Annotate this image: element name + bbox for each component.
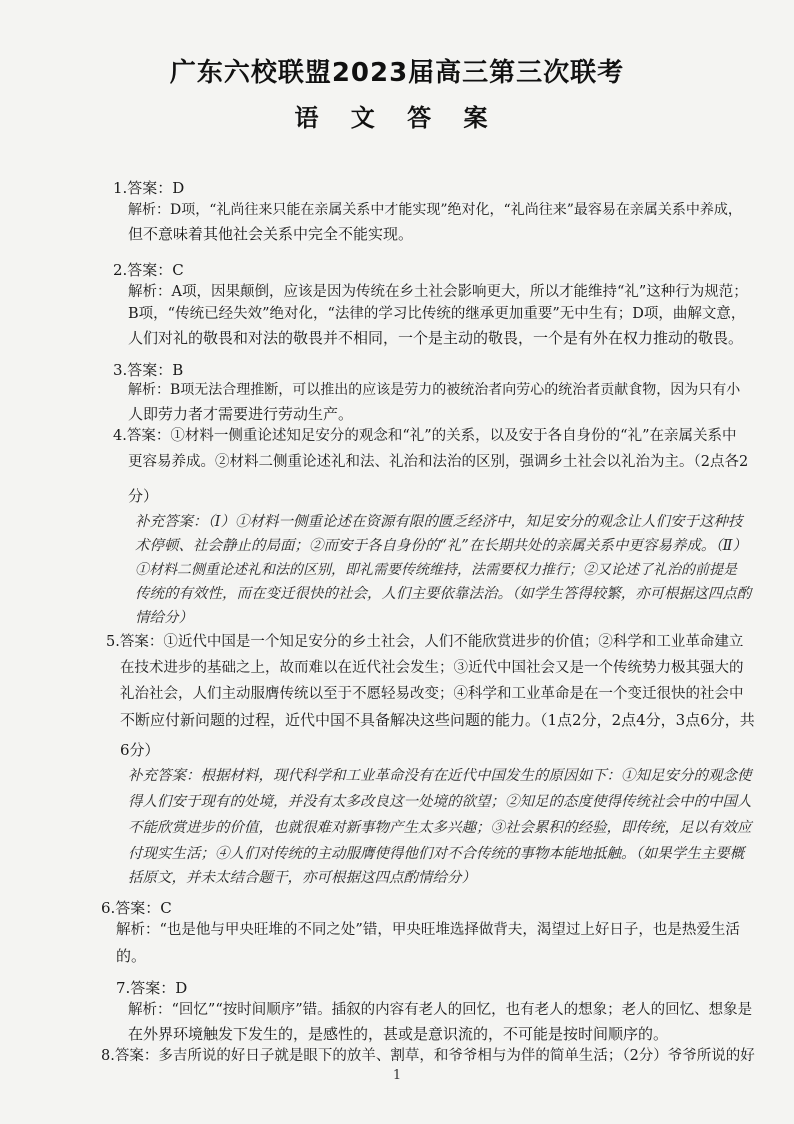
text-line: 得人们安于现有的处境，并没有太多改良这一处境的欲望；②知足的态度使得传统社会中的中国人	[128, 794, 752, 810]
text-line: 解析：B项无法合理推断，可以推出的应该是劳力的被统治者向劳心的统治者贡献食物，因为只有小	[128, 382, 741, 398]
text-line: 人们对礼的敬畏和对法的敬畏并不相同，一个是主动的敬畏，一个是有外在权力推动的敬畏。	[128, 329, 744, 347]
text-line: B项，“传统已经失效”绝对化，“法律的学习比传统的继承更加重要”无中生有；D项，曲解文意，	[128, 306, 746, 322]
text-line: 解析：“也是他与甲央旺堆的不同之处”错，甲央旺堆选择做背夫，渴望过上好日子，也是热爱生活	[116, 922, 740, 938]
text-line: 4.答案：①材料一侧重论述知足安分的观念和“礼”的关系，以及安于各自身份的“礼”在亲属关系中	[113, 428, 737, 444]
text-line: 人即劳力者才需要进行劳动生产。	[128, 405, 354, 423]
text-line: 不断应付新问题的过程，近代中国不具备解决这些问题的能力。（1点2分，2点4分，3点6分，共	[120, 711, 755, 729]
text-line: 解析：“回忆”“按时间顺序”错。插叙的内容有老人的回忆，也有老人的想象；老人的回忆、想象是	[128, 1002, 753, 1018]
text-line: 术停顿、社会静止的局面；②而安于各自身份的“礼”在长期共处的亲属关系中更容易养成。（Ⅱ）	[135, 538, 747, 554]
text-line: 5.答案：①近代中国是一个知足安分的乡土社会，人们不能欣赏进步的价值；②科学和工业革命建立	[106, 634, 744, 650]
text-line: 8.答案：多吉所说的好日子就是眼下的放羊、割草，和爷爷相与为伴的简单生活；（2分）爷爷所说的好	[101, 1048, 755, 1064]
text-line: 6.答案：C	[101, 899, 172, 917]
text-line: 的。	[116, 947, 147, 965]
page-number: 1	[392, 1068, 402, 1083]
page-title: 广东六校联盟2023届高三第三次联考	[169, 58, 625, 88]
text-line: 7.答案：D	[116, 979, 188, 997]
text-line: 付现实生活；④人们对传统的主动服膺使得他们对不合传统的事物本能地抵触。（如果学生主要概	[128, 846, 745, 862]
text-line: 3.答案：B	[113, 361, 184, 379]
text-line: 补充答案：根据材料，现代科学和工业革命没有在近代中国发生的原因如下：①知足安分的观念使	[128, 768, 752, 784]
text-line: 解析：D项，“礼尚往来只能在亲属关系中才能实现”绝对化，“礼尚往来”最容易在亲属关系中养成，	[128, 202, 742, 218]
text-line: 在技术进步的基础之上，故而难以在近代社会发生；③近代中国社会又是一个传统势力极其强大的	[120, 660, 744, 676]
text-line: 但不意味着其他社会关系中完全不能实现。	[128, 225, 414, 243]
text-line: 解析：A项，因果颠倒，应该是因为传统在乡土社会影响更大，所以才能维持“礼”这种行为规范；	[128, 284, 748, 300]
text-line: 传统的有效性，而在变迁很快的社会，人们主要依靠法治。（如学生答得较繁，亦可根据这四点酌	[135, 586, 752, 602]
text-line: 礼治社会，人们主动服膺传统以至于不愿轻易改变；④科学和工业革命是在一个变迁很快的社会中	[120, 686, 744, 702]
text-line: 情给分）	[135, 610, 193, 626]
text-line: 括原文，并未太结合题干，亦可根据这四点酌情给分）	[128, 870, 476, 886]
text-line: 分）	[128, 487, 159, 505]
text-line: 6分）	[120, 741, 160, 759]
text-line: 补充答案：（Ⅰ）①材料一侧重论述在资源有限的匮乏经济中，知足安分的观念让人们安于这种技	[135, 514, 743, 530]
page-subtitle: 语 文 答 案	[294, 104, 500, 132]
text-line: 1.答案：D	[113, 179, 185, 197]
text-line: 不能欣赏进步的价值，也就很难对新事物产生太多兴趣；③社会累积的经验，即传统，足以有效应	[128, 820, 752, 836]
text-line: 2.答案：C	[113, 261, 184, 279]
text-line: ①材料二侧重论述礼和法的区别，即礼需要传统维持，法需要权力推行；②又论述了礼治的前提是	[135, 562, 737, 578]
text-line: 更容易养成。②材料二侧重论述礼和法、礼治和法治的区别，强调乡土社会以礼治为主。（2点各2	[128, 454, 749, 470]
text-line: 在外界环境触发下发生的，是感性的，甚或是意识流的，不可能是按时间顺序的。	[128, 1025, 669, 1043]
